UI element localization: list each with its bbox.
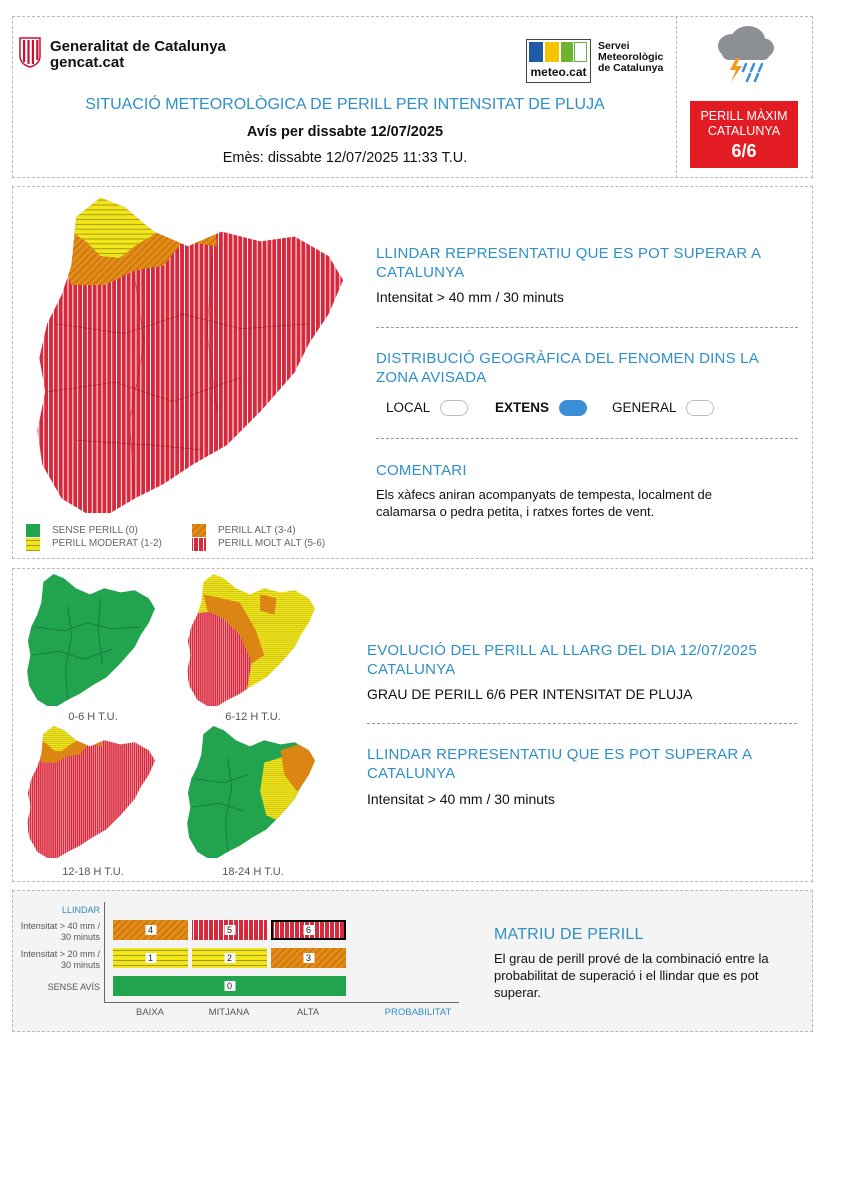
legend-label-yellow: PERILL MODERAT (1-2)	[52, 538, 162, 549]
logo-block-sun	[545, 42, 559, 62]
max-label-2: CATALUNYA	[707, 124, 781, 138]
logo-block-blue	[529, 42, 543, 62]
legend-swatch-orange	[192, 524, 206, 537]
option-extens	[495, 400, 587, 416]
matrix-cell-6	[271, 920, 346, 940]
toggle-extens[interactable]	[559, 400, 587, 416]
matrix-y-axis	[104, 902, 105, 1002]
matrix-cell-3-value: 3	[303, 953, 314, 963]
matrix-cell-2	[192, 948, 267, 968]
matrix-col-mitjana: MITJANA	[208, 1007, 250, 1018]
comments-text: Els xàfecs aniran acompanyats de tempesta, localment de calamarsa o pedra petita, i ratxes fortes de vent.	[376, 487, 713, 519]
map-caption-18-24: 18-24 H T.U.	[222, 866, 284, 878]
threshold-heading-2: LLINDAR REPRESENTATIU QUE ES POT SUPERAR A CATALUNYA	[367, 746, 752, 782]
threshold-text-2: Intensitat > 40 mm / 30 minuts	[367, 791, 555, 807]
legend-label-green: SENSE PERILL (0)	[52, 525, 138, 536]
meteocat-logo-text: meteo.cat	[530, 65, 587, 79]
threshold-text: Intensitat > 40 mm / 30 minuts	[376, 289, 564, 305]
distribution-heading: DISTRIBUCIÓ GEOGRÀFICA DEL FENOMEN DINS LA ZONA AVISADA	[376, 350, 759, 386]
matrix-col-baixa: BAIXA	[136, 1007, 164, 1018]
matrix-row-label-3: SENSE AVÍS	[47, 982, 100, 992]
option-general-label: GENERAL	[612, 400, 677, 415]
page-title: SITUACIÓ METEOROLÒGICA DE PERILL PER INTENSITAT DE PLUJA	[85, 96, 605, 113]
matrix-heading: MATRIU DE PERILL	[494, 926, 644, 943]
matrix-llindar-label: LLINDAR	[61, 905, 100, 915]
divider	[376, 438, 798, 439]
option-local	[386, 400, 468, 416]
legend-swatch-red	[192, 538, 206, 551]
matrix-text: El grau de perill prové de la combinació entre la probabilitat de superació i el llindar que es pot superar.	[494, 951, 769, 1000]
gencat-url: gencat.cat	[50, 54, 125, 71]
matrix-cell-2-value: 2	[224, 953, 235, 963]
matrix-cell-1-value: 1	[145, 953, 156, 963]
matrix-x-axis	[104, 1002, 459, 1003]
threshold-heading: LLINDAR REPRESENTATIU QUE ES POT SUPERAR A CATALUNYA	[376, 245, 761, 281]
matrix-cell-4	[113, 920, 188, 940]
logo-block-cloud	[574, 42, 587, 62]
matrix-prob-label: PROBABILITAT	[384, 1007, 452, 1018]
divider	[367, 723, 797, 724]
meteocat-logo	[526, 39, 591, 83]
max-value: 6/6	[731, 141, 757, 161]
evolution-text: GRAU DE PERILL 6/6 PER INTENSITAT DE PLUJA	[367, 686, 693, 702]
map-caption-12-18: 12-18 H T.U.	[62, 866, 124, 878]
matrix-cell-0-value: 0	[224, 981, 235, 991]
legend-swatch-green	[26, 524, 40, 537]
page-subtitle: Avís per dissabte 12/07/2025	[246, 124, 444, 140]
matrix-cell-6-value: 6	[303, 925, 314, 935]
comments-heading: COMENTARI	[376, 462, 467, 479]
map-0-6	[18, 570, 158, 713]
main-danger-map	[18, 188, 348, 523]
meteo-name-1: Servei	[598, 40, 630, 52]
issued-time: Emès: dissabte 12/07/2025 11:33 T.U.	[222, 150, 468, 166]
logo-block-green	[561, 42, 573, 62]
map-6-12	[178, 570, 318, 713]
map-caption-0-6: 0-6 H T.U.	[68, 711, 118, 723]
gencat-logo	[18, 36, 42, 73]
meteo-name-3: de Catalunya	[598, 62, 664, 74]
option-local-label: LOCAL	[386, 400, 430, 415]
matrix-row-label-1: Intensitat > 40 mm / 30 minuts	[20, 921, 100, 942]
matrix-cell-1	[113, 948, 188, 968]
toggle-general[interactable]	[686, 400, 714, 416]
legend-swatch-yellow	[26, 538, 40, 551]
legend-label-red: PERILL MOLT ALT (5-6)	[218, 538, 326, 549]
max-danger-badge	[690, 101, 798, 168]
storm-rain-icon	[710, 24, 776, 89]
evolution-heading: EVOLUCIÓ DEL PERILL AL LLARG DEL DIA 12/07/2025 CATALUNYA	[367, 642, 757, 678]
map-18-24	[178, 722, 318, 865]
matrix-cell-5	[192, 920, 267, 940]
matrix-cell-0	[113, 976, 346, 996]
map-caption-6-12: 6-12 H T.U.	[225, 711, 281, 723]
gencat-name: Generalitat de Catalunya	[50, 38, 226, 55]
matrix-cell-4-value: 4	[145, 925, 156, 935]
matrix-col-alta: ALTA	[296, 1007, 320, 1018]
matrix-cell-3	[271, 948, 346, 968]
option-extens-label: EXTENS	[495, 400, 550, 415]
max-label-1: PERILL MÀXIM	[700, 109, 788, 123]
matrix-cell-5-value: 5	[224, 925, 235, 935]
gencat-emblem-icon	[18, 36, 42, 68]
option-general	[612, 400, 714, 416]
header-divider	[676, 16, 677, 178]
divider	[376, 327, 798, 328]
matrix-row-label-2: Intensitat > 20 mm / 30 minuts	[20, 949, 100, 970]
map-12-18	[18, 722, 158, 865]
meteo-name-2: Meteorològic	[598, 51, 664, 63]
legend-label-orange: PERILL ALT (3-4)	[218, 525, 296, 536]
toggle-local[interactable]	[440, 400, 468, 416]
